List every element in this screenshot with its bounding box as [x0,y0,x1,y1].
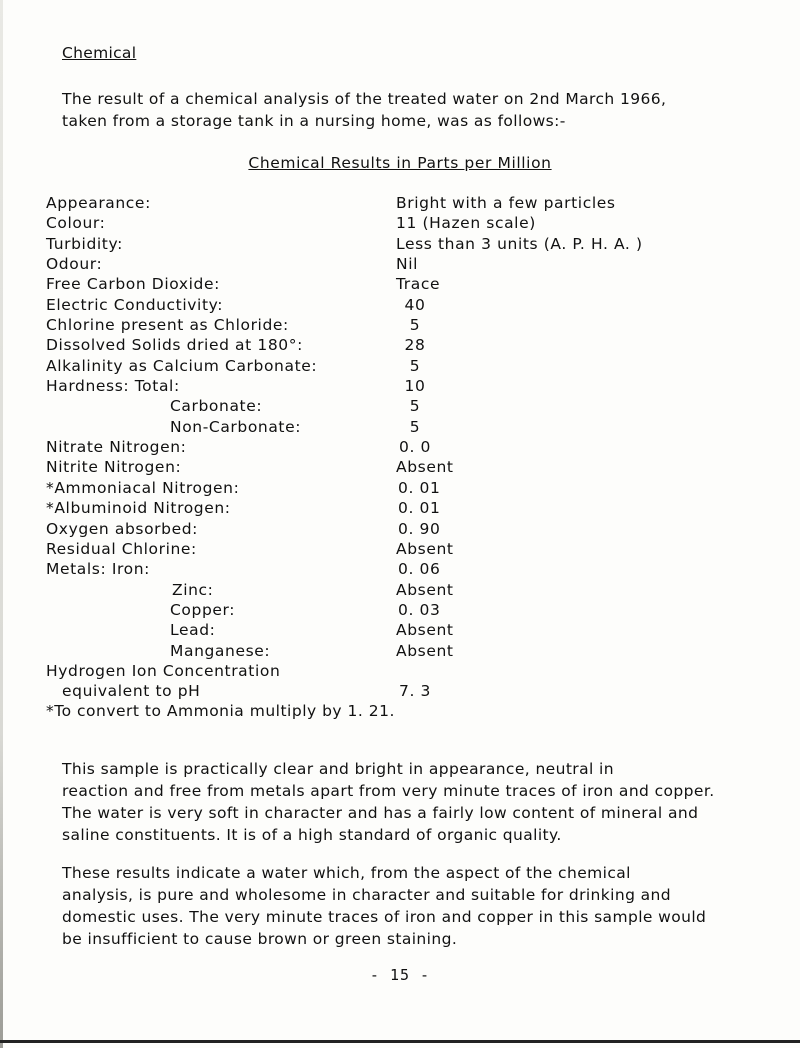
result-label: Oxygen absorbed: [46,519,198,538]
result-value: Absent [396,539,454,558]
result-row [46,295,686,315]
result-label: Colour: [46,214,106,233]
intro-line: The result of a chemical analysis of the treated water on 2nd March 1966, [62,90,667,108]
result-value: 0. 90 [398,519,441,538]
result-label: *Albuminoid Nitrogen: [46,499,231,518]
result-label: Lead: [170,621,216,640]
result-row [46,580,686,600]
result-row [46,417,686,437]
result-row [46,274,686,294]
result-label: Non-Carbonate: [170,417,302,436]
result-label: Turbidity: [46,234,123,253]
result-value: Bright with a few particles [396,194,616,212]
result-value: Absent [396,580,454,599]
result-value: 10 [404,377,426,396]
result-label: Metals: Iron: [46,560,150,579]
results-table-title [0,154,800,172]
result-label: Residual Chlorine: [46,539,197,558]
result-value: 5 [409,356,421,375]
result-label: Copper: [170,600,236,619]
result-value: 5 [409,417,421,436]
result-row [46,193,686,213]
paragraph-line: be insufficient to cause brown or green staining. [62,930,458,948]
result-row [46,478,686,498]
result-label: Carbonate: [170,397,263,416]
result-row [46,539,686,559]
result-label: Zinc: [172,580,214,599]
paragraph-line: This sample is practically clear and bright in appearance, neutral in [62,760,614,778]
result-row [46,600,686,620]
result-row [46,519,686,539]
result-value: 40 [404,295,426,314]
result-row [46,335,686,355]
result-value: 11 (Hazen scale) [396,214,536,233]
result-label: Nitrate Nitrogen: [46,438,187,457]
footnote: *To convert to Ammonia multiply by 1. 21. [46,702,395,720]
result-label: equivalent to pH [62,682,201,701]
result-value: Less than 3 units (A. P. H. A. ) [396,234,643,253]
results-table-title-text: Chemical Results in Parts per Million [248,154,552,172]
paragraph-line: saline constituents. It is of a high standard of organic quality. [62,826,562,844]
result-row [46,457,686,477]
result-value: Nil [396,255,419,274]
result-row [46,315,686,335]
result-value: Absent [396,621,454,640]
result-label: Free Carbon Dioxide: [46,275,220,294]
intro-line: taken from a storage tank in a nursing home, was as follows:- [62,112,566,130]
result-row [46,396,686,416]
result-row [46,559,686,579]
result-row [46,213,686,233]
result-value: 0. 03 [398,600,441,619]
result-value: 0. 0 [399,438,431,457]
result-label: Dissolved Solids dried at 180°: [46,336,303,355]
result-row [46,641,686,661]
result-row [46,376,686,396]
conclusion-paragraph [62,862,772,950]
result-value: 28 [404,336,426,355]
paragraph-line: reaction and free from metals apart from very minute traces of iron and copper. [62,782,715,800]
page-number: - 15 - [369,966,431,984]
result-row [46,620,686,640]
paragraph-line: domestic uses. The very minute traces of iron and copper in this sample would [62,908,707,926]
result-label: Alkalinity as Calcium Carbonate: [46,356,318,375]
result-row [46,356,686,376]
result-row [46,254,686,274]
result-value: 5 [409,316,421,335]
bottom-edge-rule [0,1040,800,1043]
result-label: Manganese: [170,641,271,660]
result-value: 0. 01 [398,499,441,518]
result-value: Absent [396,458,454,477]
result-label: Hydrogen Ion Concentration [46,661,281,680]
summary-paragraph [62,758,772,846]
result-label: Hardness: Total: [46,377,180,396]
result-row [46,681,686,701]
result-row [46,437,686,457]
result-value: Trace [396,275,441,294]
result-label: Appearance: [46,194,151,212]
paragraph-line: analysis, is pure and wholesome in character and suitable for drinking and [62,886,672,904]
result-label: Odour: [46,255,103,274]
result-value: 7. 3 [399,682,431,701]
result-label: *Ammoniacal Nitrogen: [46,478,240,497]
paragraph-line: The water is very soft in character and has a fairly low content of mineral and [62,804,699,822]
result-row [46,498,686,518]
result-row [46,661,686,681]
result-value: 0. 01 [398,478,441,497]
section-heading: Chemical [62,44,137,62]
result-value: 0. 06 [398,560,441,579]
result-label: Electric Conductivity: [46,295,224,314]
result-label: Chlorine present as Chloride: [46,316,289,335]
result-value: Absent [396,641,454,660]
results-table [46,193,686,702]
result-row [46,234,686,254]
intro-paragraph [62,88,772,132]
result-label: Nitrite Nitrogen: [46,458,182,477]
paragraph-line: These results indicate a water which, from the aspect of the chemical [62,864,631,882]
result-value: 5 [409,397,421,416]
